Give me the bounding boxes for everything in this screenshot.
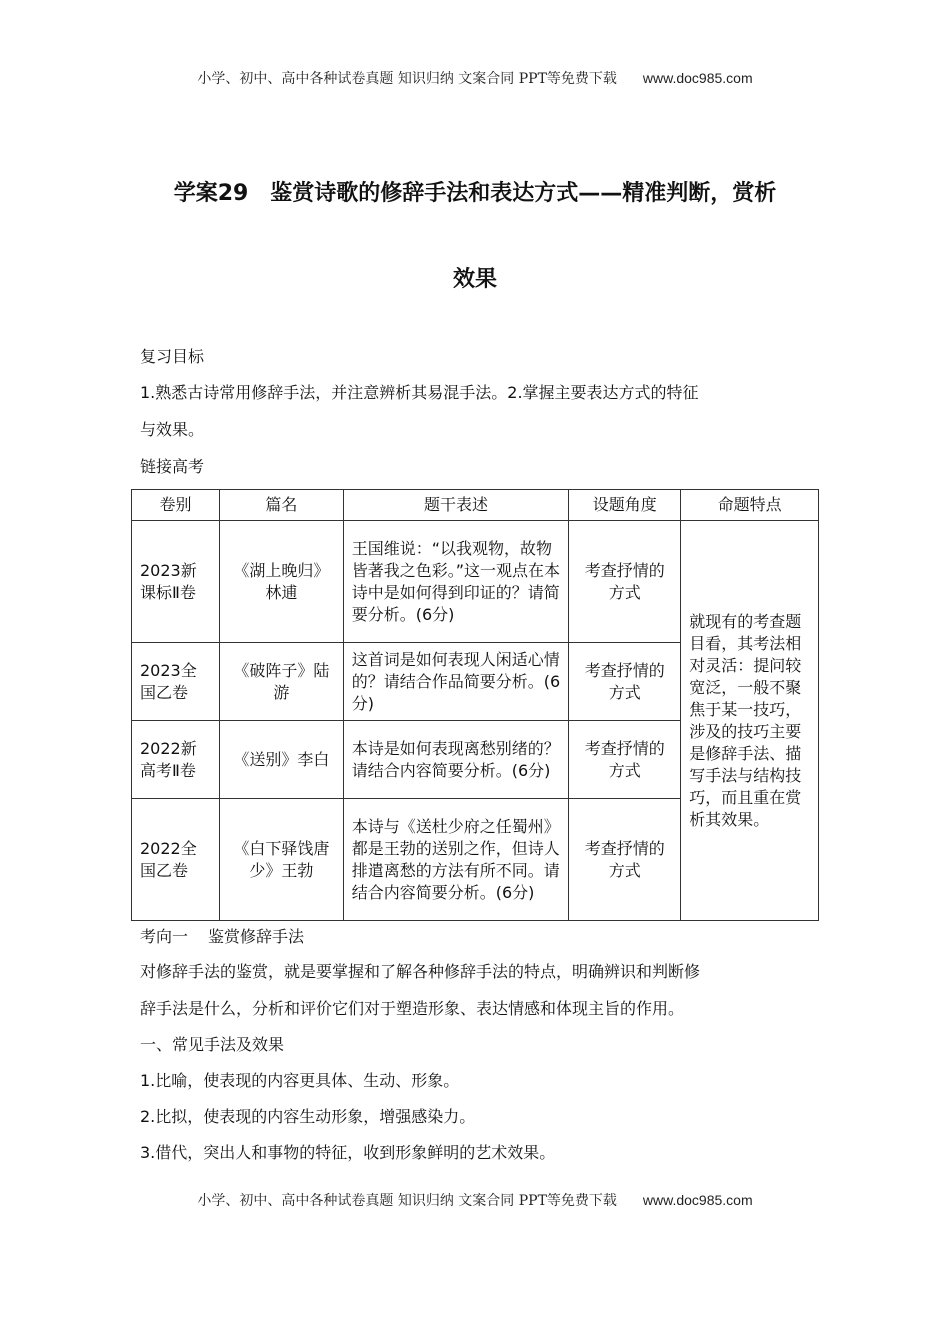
cell-poem: 《送别》李白: [219, 721, 343, 799]
review-line2: 与效果。: [140, 420, 205, 439]
header-paper: 卷别: [132, 490, 220, 521]
header-text: 小学、初中、高中各种试卷真题 知识归纳 文案合同 PPT等免费下载: [197, 71, 617, 87]
cell-paper: 2022新高考Ⅱ卷: [132, 721, 220, 799]
list-item: 3.借代，突出人和事物的特征，收到形象鲜明的艺术效果。: [140, 1143, 556, 1162]
intro-line2: 辞手法是什么，分析和评价它们对于塑造形象、表达情感和体现主旨的作用。: [140, 999, 685, 1018]
cell-question: 这首词是如何表现人闲适心情的？请结合作品简要分析。(6分): [343, 643, 569, 721]
cell-angle: 考查抒情的方式: [569, 521, 681, 643]
list-item: 2.比拟，使表现的内容生动形象，增强感染力。: [140, 1107, 476, 1126]
section1-heading: 一、常见手法及效果: [140, 1035, 285, 1054]
review-heading: 复习目标: [140, 347, 205, 366]
direction-title: 鉴赏修辞手法: [208, 927, 305, 946]
header-poem: 篇名: [219, 490, 343, 521]
cell-paper: 2023新课标Ⅱ卷: [132, 521, 220, 643]
exam-table: [131, 489, 819, 921]
table-row: [132, 521, 819, 643]
table-header-row: [132, 490, 819, 521]
page-header: [0, 68, 950, 88]
cell-poem: 《湖上晚归》林逋: [219, 521, 343, 643]
header-site-link[interactable]: www.doc985.com: [642, 70, 753, 86]
cell-paper: 2022全国乙卷: [132, 799, 220, 921]
footer-text: 小学、初中、高中各种试卷真题 知识归纳 文案合同 PPT等免费下载: [197, 1193, 617, 1209]
header-question: 题干表述: [343, 490, 569, 521]
list-item: 1.比喻，使表现的内容更具体、生动、形象。: [140, 1071, 460, 1090]
direction-heading: [140, 927, 304, 947]
page-title-line2: 效果: [452, 267, 497, 292]
page-title-line1: 学案29 鉴赏诗歌的修辞手法和表达方式——精准判断，赏析: [173, 181, 777, 206]
footer-site-link[interactable]: www.doc985.com: [642, 1192, 753, 1208]
header-feature: 命题特点: [681, 490, 819, 521]
intro-line1: 对修辞手法的鉴赏，就是要掌握和了解各种修辞手法的特点，明确辨识和判断修: [140, 962, 701, 981]
link-heading: 链接高考: [140, 457, 205, 476]
cell-feature: 就现有的考查题目看，其考法相对灵活：提问较宽泛，一般不聚焦于某一技巧，涉及的技巧主要是修辞手法、描写手法与结构技巧，而且重在赏析其效果。: [681, 521, 819, 921]
page-footer: [0, 1190, 950, 1210]
cell-paper: 2023全国乙卷: [132, 643, 220, 721]
cell-question: 王国维说：“以我观物，故物皆著我之色彩。”这一观点在本诗中是如何得到印证的？请简要分析。(6分): [343, 521, 569, 643]
cell-question: 本诗与《送杜少府之任蜀州》都是王勃的送别之作，但诗人排遣离愁的方法有所不同。请结合内容简要分析。(6分): [343, 799, 569, 921]
cell-poem: 《破阵子》陆游: [219, 643, 343, 721]
header-angle: 设题角度: [569, 490, 681, 521]
direction-label: 考向一: [140, 927, 189, 946]
cell-angle: 考查抒情的方式: [569, 799, 681, 921]
cell-poem: 《白下驿饯唐少》王勃: [219, 799, 343, 921]
review-line1: 1.熟悉古诗常用修辞手法，并注意辨析其易混手法。2.掌握主要表达方式的特征: [140, 383, 699, 402]
cell-question: 本诗是如何表现离愁别绪的？请结合内容简要分析。(6分): [343, 721, 569, 799]
cell-angle: 考查抒情的方式: [569, 643, 681, 721]
cell-angle: 考查抒情的方式: [569, 721, 681, 799]
